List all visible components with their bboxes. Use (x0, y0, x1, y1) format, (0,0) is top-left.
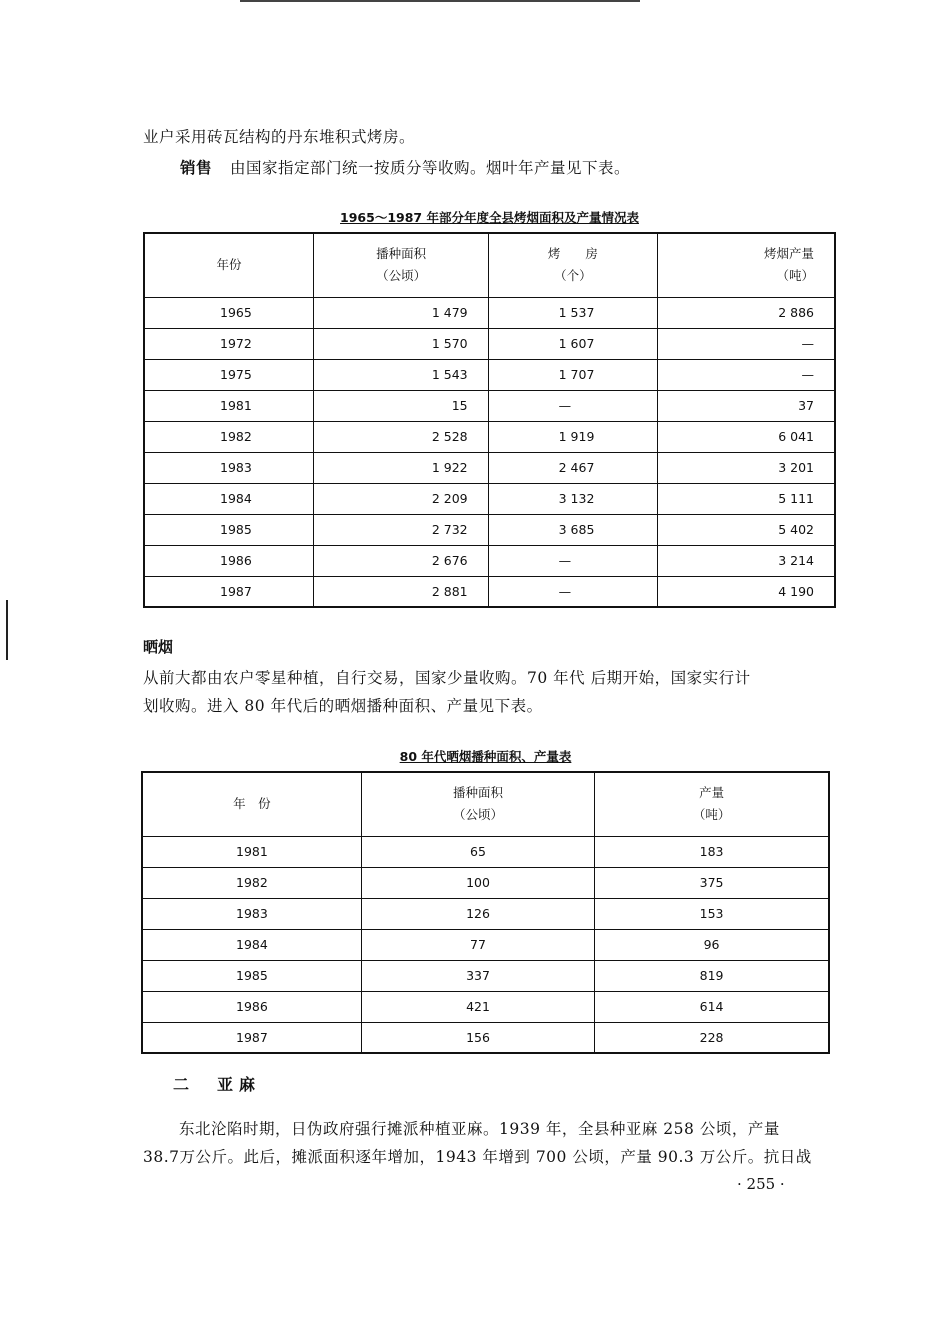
paragraph-2 (180, 157, 860, 179)
table1-row (144, 452, 835, 483)
table1-cell-barn: 2 467 (488, 452, 658, 483)
table1-cell-area: 1 479 (314, 297, 488, 328)
table1-cell-output: 37 (658, 390, 835, 421)
table1-cell-output: — (658, 328, 835, 359)
table1-cell-year: 1984 (144, 483, 314, 514)
table1-row (144, 514, 835, 545)
paragraph-3 (143, 667, 843, 717)
table2-row (142, 929, 829, 960)
table2-cell-area: 65 (361, 836, 594, 867)
table1-header-output: 烤烟产量 （吨） (658, 233, 835, 297)
table2-cell-output: 228 (595, 1022, 829, 1053)
paragraph-4-line-1: 东北沦陷时期，日伪政府强行摊派种植亚麻。1939 年，全县种亚麻 258 公顷，产量 (179, 1120, 780, 1138)
table1-cell-year: 1965 (144, 297, 314, 328)
table1-header-row (144, 233, 835, 297)
table1-cell-year: 1986 (144, 545, 314, 576)
table1-row (144, 576, 835, 607)
table2-header-output: 产量 （吨） (595, 772, 829, 836)
paragraph-4-line-2: 38.7万公斤。此后，摊派面积逐年增加，1943 年增到 700 公顷，产量 90.3 万公斤。抗日战 (143, 1148, 812, 1166)
table1-row (144, 421, 835, 452)
table2-cell-area: 156 (361, 1022, 594, 1053)
table2-cell-output: 375 (595, 867, 829, 898)
paragraph-3-line-2: 划收购。进入 80 年代后的晒烟播种面积、产量见下表。 (143, 697, 543, 715)
table1-cell-barn: 1 919 (488, 421, 658, 452)
table2-cell-year: 1981 (142, 836, 361, 867)
table1-cell-area: 2 528 (314, 421, 488, 452)
table1-cell-area: 15 (314, 390, 488, 421)
table1-caption: 1965～1987 年部分年度全县烤烟面积及产量情况表 (340, 210, 639, 225)
table2-row (142, 898, 829, 929)
table1-cell-barn: 1 707 (488, 359, 658, 390)
table2-cell-year: 1984 (142, 929, 361, 960)
table2-cell-area: 77 (361, 929, 594, 960)
table2-cell-output: 96 (595, 929, 829, 960)
table1-cell-area: 1 543 (314, 359, 488, 390)
table1-cell-year: 1972 (144, 328, 314, 359)
top-rule (240, 0, 640, 2)
table1-cell-year: 1983 (144, 452, 314, 483)
table1-cell-output: 5 402 (658, 514, 835, 545)
table2-cell-area: 100 (361, 867, 594, 898)
paragraph-1: 业户采用砖瓦结构的丹东堆积式烤房。 (143, 128, 416, 146)
table1-cell-output: 3 201 (658, 452, 835, 483)
table1-cell-year: 1982 (144, 421, 314, 452)
table2-row (142, 991, 829, 1022)
margin-mark (6, 600, 8, 660)
table2-cell-output: 153 (595, 898, 829, 929)
table2-caption: 80 年代晒烟播种面积、产量表 (399, 749, 572, 764)
table2-cell-area: 126 (361, 898, 594, 929)
table1-header-barn: 烤 房 （个） (488, 233, 658, 297)
paragraph-2-label: 销售 (180, 158, 213, 177)
table1-cell-year: 1985 (144, 514, 314, 545)
table2-header-row (142, 772, 829, 836)
table1-cell-area: 1 922 (314, 452, 488, 483)
table1-row (144, 359, 835, 390)
table2-header-year: 年 份 (142, 772, 361, 836)
table2-row (142, 1022, 829, 1053)
table2-cell-area: 337 (361, 960, 594, 991)
table1-cell-year: 1981 (144, 390, 314, 421)
table1-cell-output: 3 214 (658, 545, 835, 576)
paragraph-2-text: 由国家指定部门统一按质分等收购。烟叶年产量见下表。 (230, 159, 631, 177)
table1-cell-year: 1975 (144, 359, 314, 390)
table2-cell-year: 1982 (142, 867, 361, 898)
table1-cell-barn: — (488, 545, 658, 576)
table1-cell-output: 4 190 (658, 576, 835, 607)
table1-row (144, 545, 835, 576)
table1-cell-output: 2 886 (658, 297, 835, 328)
table1-cell-barn: 1 537 (488, 297, 658, 328)
table2-cell-output: 614 (595, 991, 829, 1022)
table2-cell-year: 1983 (142, 898, 361, 929)
table1-cell-output: 6 041 (658, 421, 835, 452)
table1-cell-year: 1987 (144, 576, 314, 607)
table1-cell-output: — (658, 359, 835, 390)
table2-row (142, 867, 829, 898)
table1-row (144, 328, 835, 359)
table1-cell-barn: — (488, 390, 658, 421)
table1-cell-area: 2 881 (314, 576, 488, 607)
table2-cell-area: 421 (361, 991, 594, 1022)
section-heading-flax: 二 亚麻 (173, 1075, 262, 1094)
table1-cell-barn: 3 132 (488, 483, 658, 514)
table2-cell-year: 1987 (142, 1022, 361, 1053)
table1-row (144, 483, 835, 514)
table1-cell-area: 2 676 (314, 545, 488, 576)
table1-cell-barn: 3 685 (488, 514, 658, 545)
paragraph-3-line-1: 从前大都由农户零星种植，自行交易，国家少量收购。70 年代 后期开始，国家实行计 (143, 669, 751, 687)
table2-cell-output: 183 (595, 836, 829, 867)
table2-row (142, 836, 829, 867)
table2-cell-year: 1986 (142, 991, 361, 1022)
table2-cell-year: 1985 (142, 960, 361, 991)
table1-cell-barn: 1 607 (488, 328, 658, 359)
table1-header-year: 年份 (144, 233, 314, 297)
table1-row (144, 390, 835, 421)
table1-cell-barn: — (488, 576, 658, 607)
table1-header-area: 播种面积 （公顷） (314, 233, 488, 297)
table1 (143, 232, 836, 608)
table1-cell-area: 2 209 (314, 483, 488, 514)
table1-cell-area: 1 570 (314, 328, 488, 359)
paragraph-4 (143, 1118, 843, 1168)
table1-row (144, 297, 835, 328)
page-number: · 255 · (737, 1175, 785, 1193)
table2-header-area: 播种面积 （公顷） (361, 772, 594, 836)
table2-cell-output: 819 (595, 960, 829, 991)
table1-cell-area: 2 732 (314, 514, 488, 545)
section-heading-sun-cured: 晒烟 (143, 638, 174, 656)
table1-cell-output: 5 111 (658, 483, 835, 514)
table2 (141, 771, 830, 1054)
table2-row (142, 960, 829, 991)
